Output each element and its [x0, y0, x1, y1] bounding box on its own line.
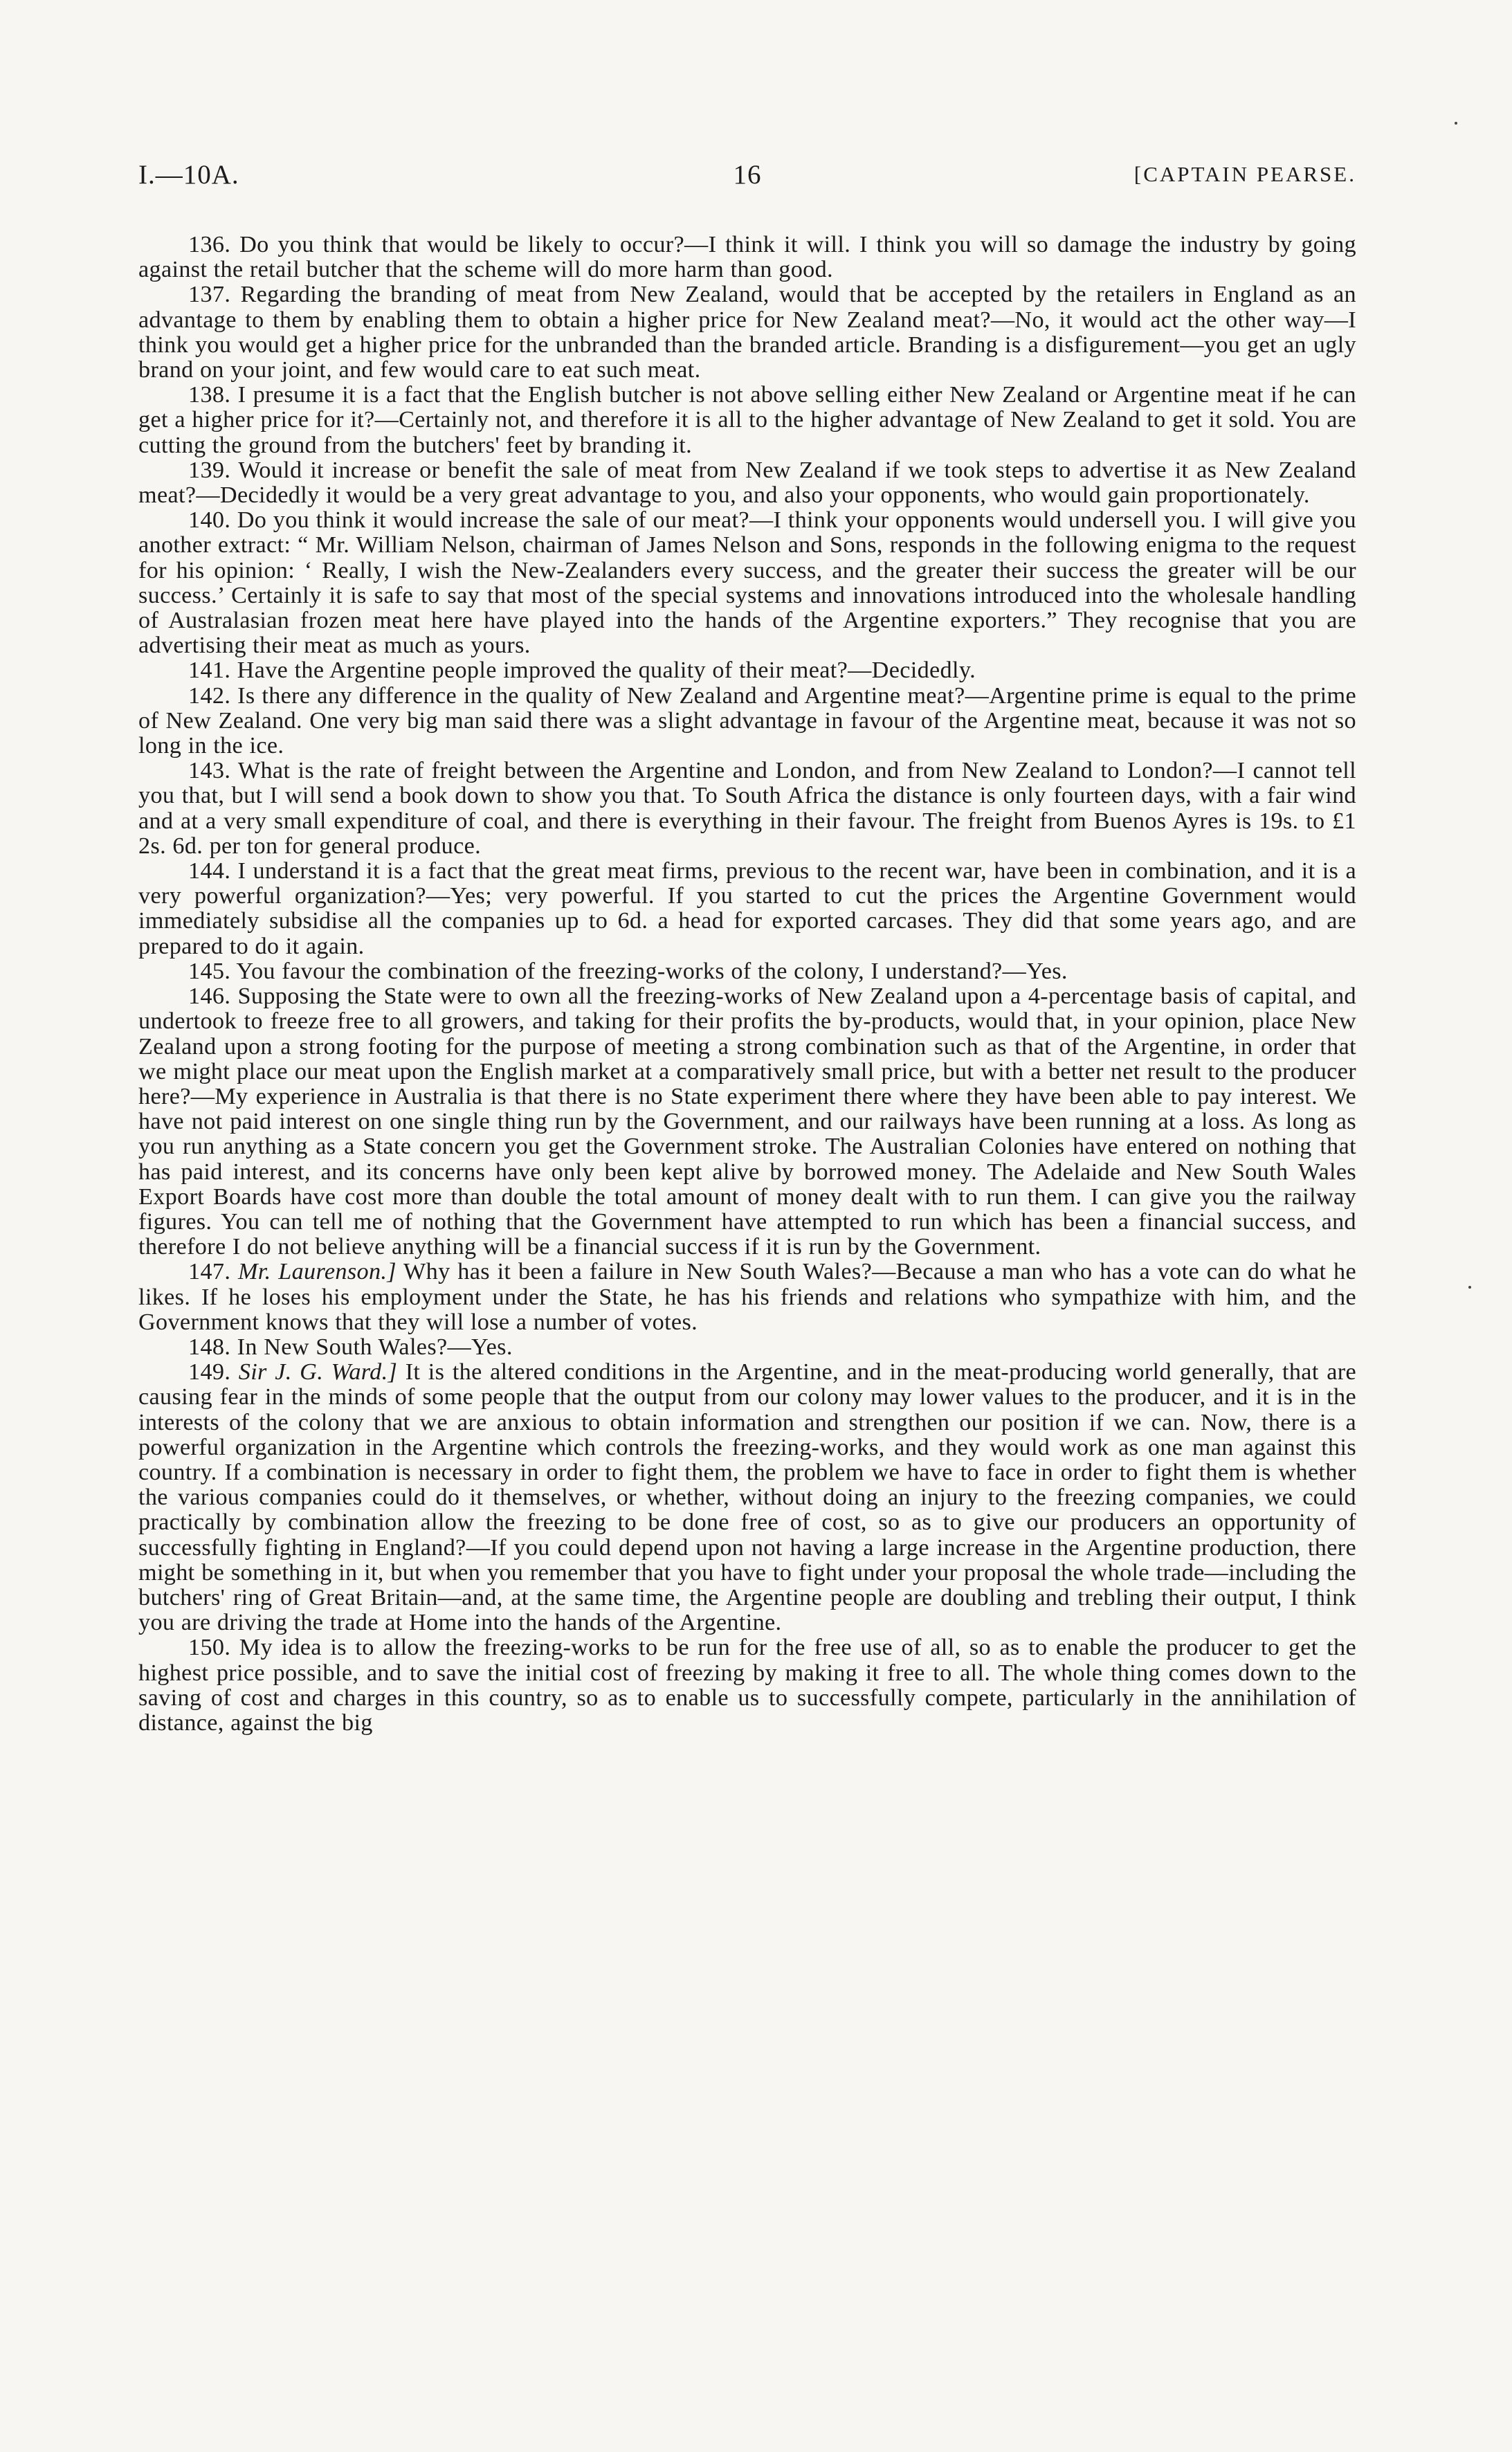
paragraph-number: 148. [188, 1334, 231, 1360]
paragraph-139 [138, 458, 1356, 508]
paragraph-number: 138. [188, 382, 231, 408]
paragraph-143 [138, 759, 1356, 859]
paragraph-number: 147. [188, 1259, 231, 1285]
report-reference: I.—10A. [138, 160, 239, 190]
paragraph-140 [138, 508, 1356, 658]
paragraph-number: 140. [188, 507, 231, 534]
paragraph-text: In New South Wales?—Yes. [237, 1334, 513, 1360]
scan-speck [1455, 122, 1457, 125]
document-page [138, 159, 1356, 1736]
paragraph-148 [138, 1335, 1356, 1360]
paragraph-142 [138, 684, 1356, 759]
paragraph-number: 136. [188, 232, 231, 257]
paragraph-number: 137. [188, 282, 231, 308]
paragraph-text: Supposing the State were to own all the freezing-works of New Zealand upon a 4-percentage basis of capital, and undertook to freeze free to all growers, and taking for their profits the by-products, would that, in your opinion, place New Zealand upon a strong footing for the purpose of meeting a strong combination such as that of the Argentine, in order that we might place our meat upon the English market at a comparatively small price, but with a better net result to the producer here?—My experience in Australia is that there is no State experiment there where they have been able to pay interest. We have not paid interest on one single thing run by the Government, and our railways have been running at a loss. As long as you run anything as a State concern you get the Government stroke. The Australian Colonies have entered on nothing that has paid interest, and its concerns have only been kept alive by borrowed money. The Adelaide and New South Wales Export Boards have cost more than double the total amount of money dealt with to run them. I can give you the railway figures. You can tell me of nothing that the Government have attempted to run which has been a financial success, and therefore I do not believe anything will be a financial success if it is run by the Government. [138, 983, 1356, 1260]
paragraph-text: My idea is to allow the freezing-works to be run for the free use of all, so as to enable the producer to get the highest price possible, and to save the initial cost of freezing by making it free to all. The whole thing comes down to the saving of cost and charges in this country, so as to enable us to successfully compete, particularly in the annihilation of distance, against the big [138, 1635, 1356, 1736]
paragraph-number: 149. [188, 1359, 231, 1386]
paragraph-text: Why has it been a failure in New South Wales?—Because a man who has a vote can do what he likes. If he loses his employment under the State, he has his friends and relations who sympathize with him, and the Government knows that they will lose a number of votes. [138, 1259, 1357, 1335]
paragraph-number: 142. [188, 682, 231, 709]
paragraph-141 [138, 658, 1356, 683]
paragraph-number: 143. [188, 758, 231, 784]
paragraph-text: Do you think that would be likely to occur?—I think it will. I think you will so damage the industry by going against the retail butcher that the scheme will do more harm than good. [138, 232, 1356, 283]
paragraph-text: Is there any difference in the quality of New Zealand and Argentine meat?—Argentine prime is equal to the prime of New Zealand. One very big man said there was a slight advantage in favour of the Argentine meat, because it was not so long in the ice. [138, 682, 1356, 759]
page-header [138, 159, 1356, 208]
paragraph-149 [138, 1360, 1356, 1635]
paragraph-150 [138, 1635, 1356, 1736]
paragraph-number: 145. [188, 958, 231, 984]
speaker-name: Sir J. G. Ward.] [238, 1359, 398, 1386]
paragraph-number: 144. [188, 858, 231, 884]
paragraph-text: Regarding the branding of meat from New Zealand, would that be accepted by the retailers in England as an advantage to them by enabling them to obtain a higher price for New Zealand meat?—No, it would act the other way—I think you would get a higher price for the unbranded than the branded article. Branding is a disfigurement—you get an ugly brand on your joint, and few would care to eat such meat. [138, 282, 1356, 383]
paragraph-number: 150. [188, 1635, 231, 1661]
paragraph-text: Have the Argentine people improved the quality of their meat?—Decidedly. [237, 657, 976, 684]
paragraph-text: Would it increase or benefit the sale of meat from New Zealand if we took steps to advertise it as New Zealand meat?—Decidedly it would be a very great advantage to you, and also your opponents, who would gain proportionately. [138, 457, 1356, 509]
paragraph-text: I understand it is a fact that the great meat firms, previous to the recent war, have been in combination, and it is a very powerful organization?—Yes; very powerful. If you started to cut the prices the Argentine Government would immediately subsidise all the companies up to 6d. a head for exported carcases. They did that some years ago, and are prepared to do it again. [138, 858, 1356, 959]
paragraph-136 [138, 233, 1356, 282]
paragraph-138 [138, 383, 1356, 458]
paragraph-144 [138, 859, 1356, 959]
witness-heading: [CAPTAIN PEARSE. [1133, 162, 1356, 186]
paragraph-text: I presume it is a fact that the English butcher is not above selling either New Zealand or Argentine meat if he can get a higher price for it?—Certainly not, and therefore it is all to the higher advantage of New Zealand to get it sold. You are cutting the ground from the butchers' feet by branding it. [138, 382, 1356, 458]
paragraph-text: It is the altered conditions in the Argentine, and in the meat-producing world generally, that are causing fear in the minds of some people that the output from our colony may lower values to the producer, and it is in the interests of the colony that we are anxious to obtain information and strengthen our position if we can. Now, there is a powerful organization in the Argentine which controls the freezing-works, and they would work as one man against this country. If a combination is necessary in order to fight them, the problem we have to face in order to fight them is whether the various companies could do it themselves, or whether, without doing an injury to the freezing companies, we could practically by combination allow the freezing to be done free of cost, so as to give our producers an opportunity of successfully fighting in England?—If you could depend upon not having a large increase in the Argentine production, there might be something in it, but when you remember that you have to fight under your proposal the whole trade—including the butchers' ring of Great Britain—and, at the same time, the Argentine people are doubling and trebling their output, I think you are driving the trade at Home into the hands of the Argentine. [138, 1359, 1356, 1636]
speaker-name: Mr. Laurenson.] [237, 1259, 397, 1285]
paragraph-text: Do you think it would increase the sale of our meat?—I think your opponents would undersell you. I will give you another extract: “ Mr. William Nelson, chairman of James Nelson and Sons, responds in the following enigma to the request for his opinion: ‘ Really, I wish the New-Zealanders every success, and the greater their success the greater will be our success.’ Certainly it is safe to say that most of the special systems and innovations introduced into the wholesale handling of Australasian frozen meat here have played into the hands of the Argentine exporters.” They recognise that you are advertising their meat as much as yours. [138, 507, 1356, 659]
paragraph-145 [138, 959, 1356, 984]
paragraph-text: You favour the combination of the freezing-works of the colony, I understand?—Yes. [236, 958, 1068, 984]
paragraph-text: What is the rate of freight between the Argentine and London, and from New Zealand to London?—I cannot tell you that, but I will send a book down to show you that. To South Africa the distance is only fourteen days, with a fair wind and at a very small expenditure of coal, and there is everything in their favour. The freight from Buenos Ayres is 19s. to £1 2s. 6d. per ton for general produce. [138, 758, 1356, 859]
paragraph-number: 141. [188, 657, 231, 684]
paragraph-146 [138, 984, 1356, 1260]
testimony-body [138, 233, 1356, 1736]
page-number: 16 [733, 160, 762, 190]
paragraph-number: 139. [188, 457, 231, 483]
paragraph-147 [138, 1260, 1356, 1335]
scan-speck [1468, 1286, 1471, 1289]
paragraph-137 [138, 282, 1356, 383]
paragraph-number: 146. [188, 983, 231, 1010]
